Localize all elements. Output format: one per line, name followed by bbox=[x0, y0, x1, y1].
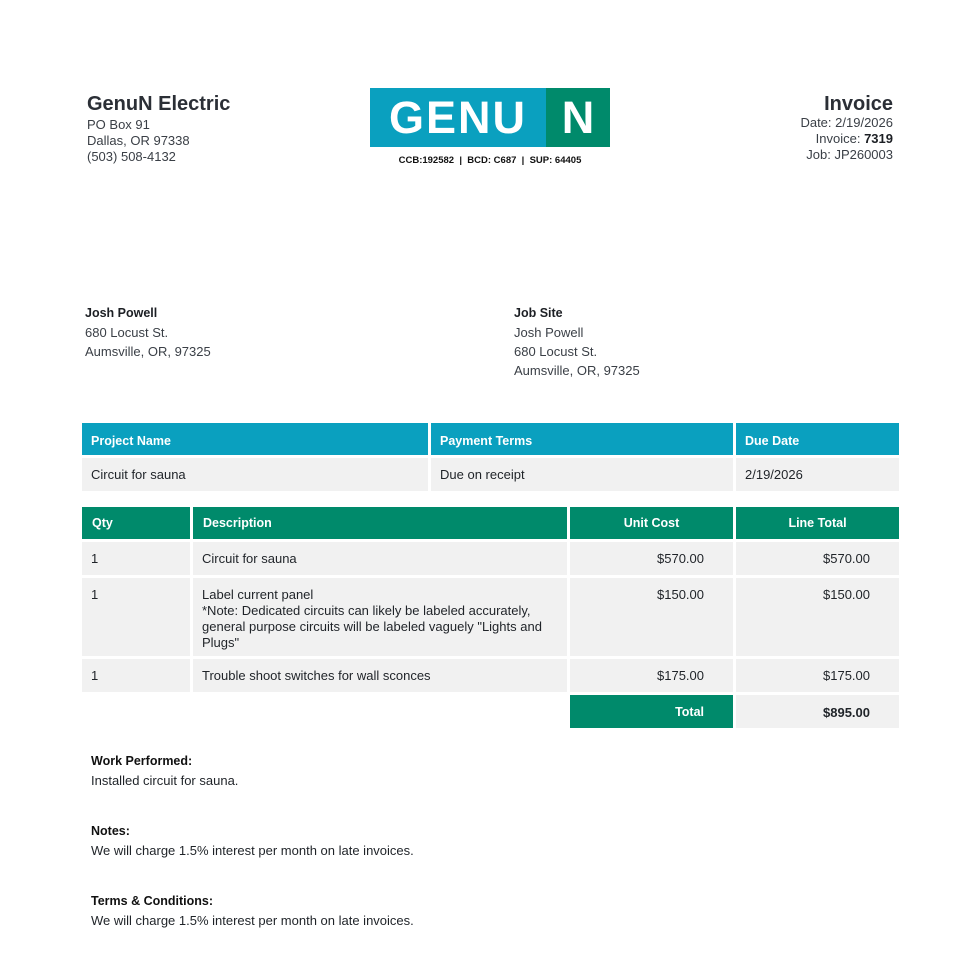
item-line-total: $175.00 bbox=[736, 659, 899, 692]
invoice-title: Invoice bbox=[824, 93, 893, 115]
terms-text: We will charge 1.5% interest per month on late invoices. bbox=[91, 913, 414, 928]
item-line-total: $570.00 bbox=[736, 542, 899, 575]
company-address-line: PO Box 91 bbox=[87, 117, 150, 132]
logo-text-genu: GENU bbox=[370, 88, 546, 147]
invoice-number bbox=[816, 131, 893, 147]
job-site-line: Josh Powell bbox=[514, 325, 584, 340]
company-name: GenuN Electric bbox=[87, 93, 231, 115]
item-description: Circuit for sauna bbox=[193, 542, 567, 575]
bill-to-line: Aumsville, OR, 97325 bbox=[85, 344, 211, 359]
invoice-date bbox=[800, 115, 893, 131]
invoice-date-label: Date: bbox=[800, 115, 832, 130]
license-numbers: CCB:192582 | BCD: C687 | SUP: 64405 bbox=[398, 155, 582, 166]
payment-terms-value: Due on receipt bbox=[431, 458, 733, 491]
company-address-line: Dallas, OR 97338 bbox=[87, 133, 190, 148]
notes-text: We will charge 1.5% interest per month on late invoices. bbox=[91, 843, 414, 858]
invoice-date-value: 2/19/2026 bbox=[835, 115, 893, 130]
invoice-number-label: Invoice: bbox=[815, 131, 861, 146]
work-performed-heading: Work Performed: bbox=[91, 754, 193, 768]
bill-to-name: Josh Powell bbox=[85, 306, 158, 320]
due-date-value: 2/19/2026 bbox=[736, 458, 899, 491]
job-site-line: Aumsville, OR, 97325 bbox=[514, 363, 640, 378]
job-site-line: 680 Locust St. bbox=[514, 344, 598, 359]
work-performed-text: Installed circuit for sauna. bbox=[91, 773, 239, 788]
invoice-number-value: 7319 bbox=[864, 131, 893, 146]
item-line-total: $150.00 bbox=[736, 578, 899, 656]
header-unit-cost: Unit Cost bbox=[570, 507, 733, 539]
header-line-total: Line Total bbox=[736, 507, 899, 539]
item-qty: 1 bbox=[82, 659, 190, 692]
job-site-heading: Job Site bbox=[514, 306, 563, 320]
header-due-date: Due Date bbox=[736, 423, 899, 455]
item-qty: 1 bbox=[82, 578, 190, 656]
company-phone: (503) 508-4132 bbox=[87, 149, 176, 164]
item-description: Label current panel *Note: Dedicated circuits can likely be labeled accurately, general purpose circuits will be labeled vaguely "Lights and Plugs" bbox=[193, 578, 567, 656]
header-description: Description bbox=[193, 507, 567, 539]
invoice-job bbox=[806, 147, 893, 163]
bill-to-line: 680 Locust St. bbox=[85, 325, 169, 340]
terms-heading: Terms & Conditions: bbox=[91, 894, 213, 908]
header-payment-terms: Payment Terms bbox=[431, 423, 733, 455]
invoice-job-label: Job: bbox=[806, 147, 831, 162]
logo-text-n: N bbox=[546, 88, 610, 147]
item-unit-cost: $175.00 bbox=[570, 659, 733, 692]
header-project-name: Project Name bbox=[82, 423, 428, 455]
invoice-job-value: JP260003 bbox=[834, 147, 893, 162]
item-description: Trouble shoot switches for wall sconces bbox=[193, 659, 567, 692]
item-unit-cost: $570.00 bbox=[570, 542, 733, 575]
company-logo bbox=[370, 88, 610, 147]
header-qty: Qty bbox=[82, 507, 190, 539]
notes-heading: Notes: bbox=[91, 824, 130, 838]
total-value: $895.00 bbox=[736, 695, 899, 728]
item-qty: 1 bbox=[82, 542, 190, 575]
total-label: Total bbox=[570, 695, 733, 728]
project-name-value: Circuit for sauna bbox=[82, 458, 428, 491]
item-unit-cost: $150.00 bbox=[570, 578, 733, 656]
